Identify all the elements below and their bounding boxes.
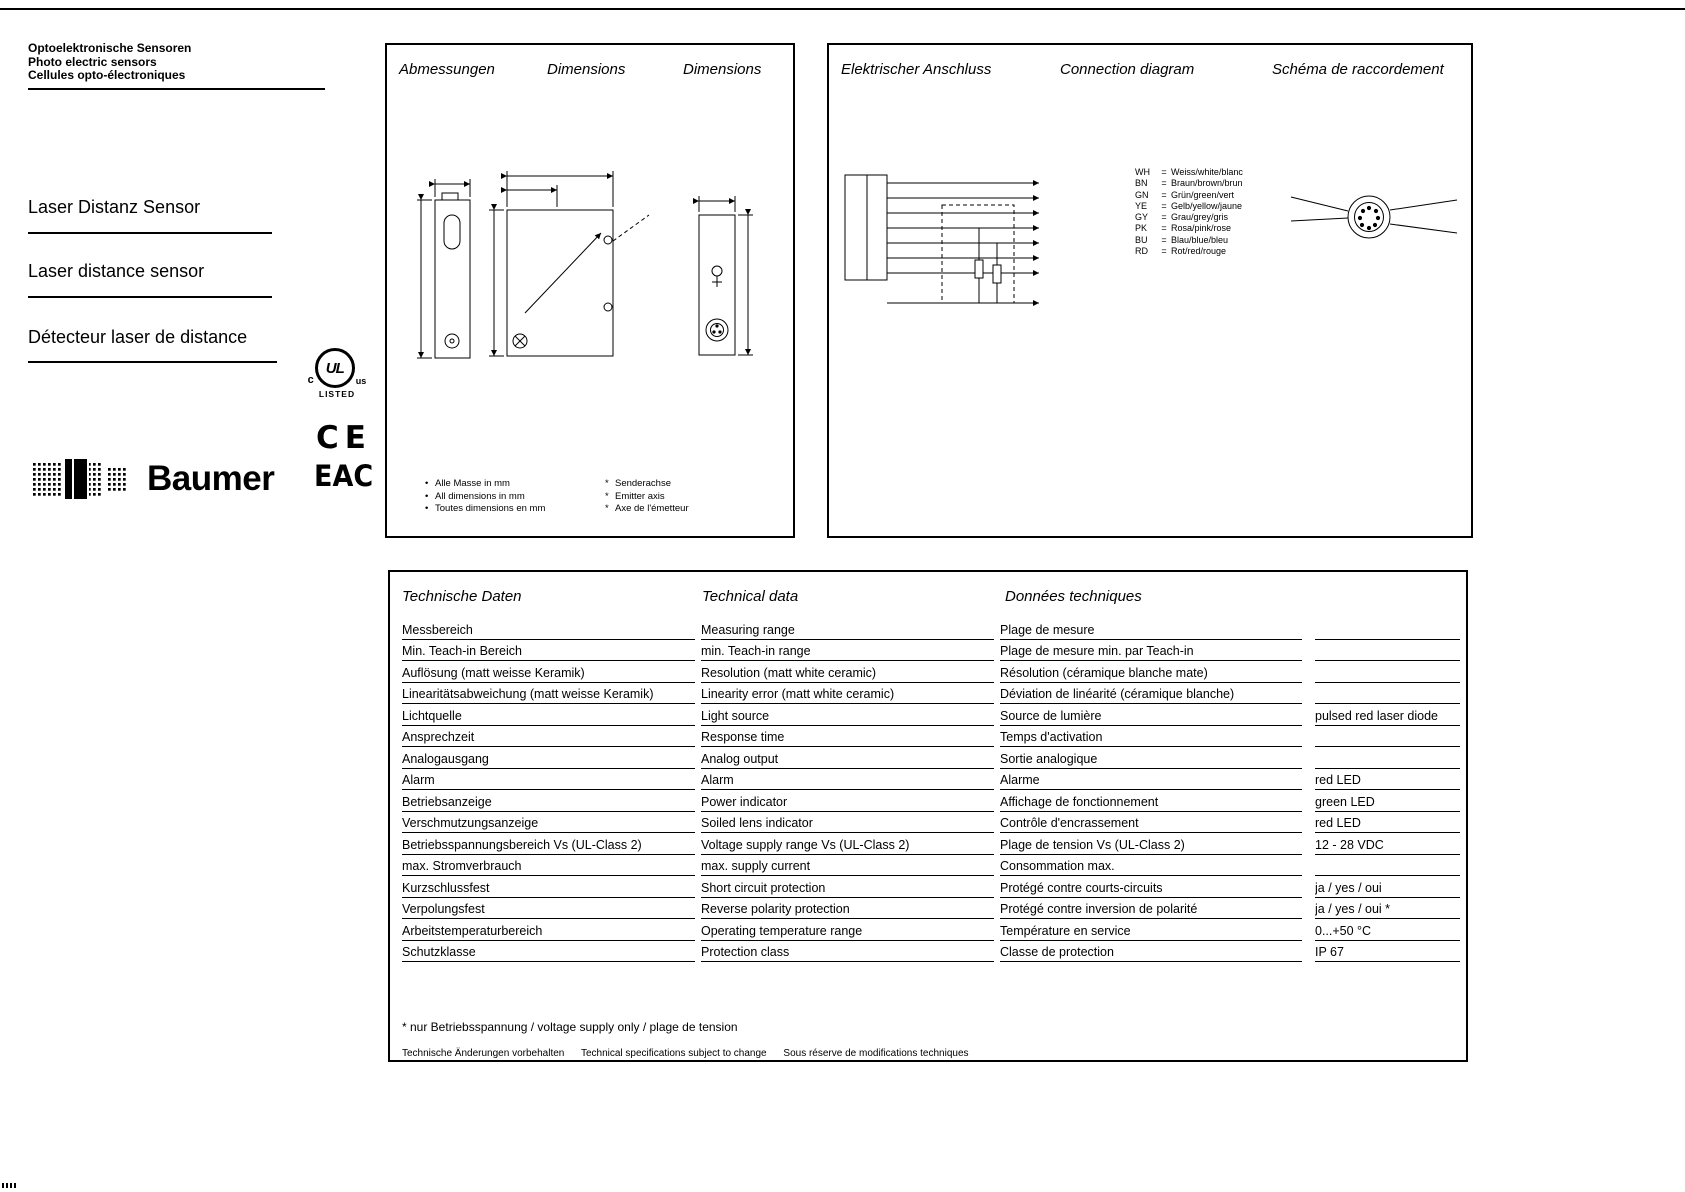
row-value: IP 67 (1315, 941, 1460, 963)
product-title-fr-rule (28, 361, 277, 363)
row-label-de: Alarm (402, 769, 695, 791)
row-label-fr: Protégé contre courts-circuits (1000, 876, 1302, 898)
row-label-fr: Résolution (céramique blanche mate) (1000, 661, 1302, 683)
dimension-drawing (387, 45, 793, 465)
table-row (402, 919, 1460, 941)
product-title-fr: Détecteur laser de distance (28, 327, 248, 347)
row-label-de: Arbeitstemperaturbereich (402, 919, 695, 941)
table-row (402, 898, 1460, 920)
row-label-fr: Consommation max. (1000, 855, 1302, 877)
masthead-rule (28, 88, 325, 90)
connector-face (1291, 196, 1457, 238)
row-label-de: Lichtquelle (402, 704, 695, 726)
table-row (402, 833, 1460, 855)
row-label-fr: Déviation de linéarité (céramique blanche) (1000, 683, 1302, 705)
wire-color-entry (1135, 223, 1243, 234)
legal-en: Technical specifications subject to change (580, 1048, 767, 1059)
row-label-de: Ansprechzeit (402, 726, 695, 748)
sensor-connector-view (699, 196, 753, 355)
ul-us-label: us (355, 376, 367, 386)
wire-code: GY (1135, 212, 1149, 223)
row-label-fr: Alarme (1000, 769, 1302, 791)
wire-code: BU (1135, 234, 1148, 245)
product-title-de-rule (28, 232, 272, 234)
wire-code: YE (1135, 200, 1148, 211)
row-value (1315, 661, 1460, 683)
row-label-fr: Contrôle d'encrassement (1000, 812, 1302, 834)
ul-listed-mark (306, 348, 368, 399)
wire-label: Grau/grey/gris (1171, 212, 1229, 223)
wire-separator: = (1161, 234, 1167, 245)
row-value: 0...+50 °C (1315, 919, 1460, 941)
row-label-en: Light source (701, 704, 994, 726)
connection-title-en: Connection diagram (1060, 61, 1195, 78)
row-label-fr: Protégé contre inversion de polarité (1000, 898, 1302, 920)
row-value: green LED (1315, 790, 1460, 812)
row-label-de: Analogausgang (402, 747, 695, 769)
row-label-fr: Plage de mesure (1000, 618, 1302, 640)
table-row (402, 790, 1460, 812)
row-value: ja / yes / oui (1315, 876, 1460, 898)
wire-separator: = (1161, 178, 1167, 189)
tech-footnote: * nur Betriebsspannung / voltage supply only / plage de tension (402, 1020, 738, 1034)
baumer-logo-icon (33, 458, 133, 500)
row-label-fr: Source de lumière (1000, 704, 1302, 726)
wire-color-entry (1135, 167, 1243, 178)
table-row (402, 618, 1460, 640)
wire-separator: = (1161, 200, 1167, 211)
row-label-en: Protection class (701, 941, 994, 963)
row-label-fr: Affichage de fonctionnement (1000, 790, 1302, 812)
technical-data-table (402, 618, 1460, 962)
wire-color-entry (1135, 190, 1243, 201)
table-row (402, 769, 1460, 791)
wire-code: PK (1135, 223, 1148, 234)
page-top-rule (0, 8, 1685, 10)
table-row (402, 683, 1460, 705)
tech-legal-line (402, 1048, 983, 1059)
dimension-notes-emitter-axis (605, 478, 689, 516)
masthead-line-fr: Cellules opto-électroniques (28, 68, 186, 82)
product-title-de: Laser Distanz Sensor (28, 197, 201, 217)
ul-c-label: c (307, 374, 314, 386)
wire-label: Weiss/white/blanc (1171, 167, 1243, 177)
ul-core-label: UL (325, 359, 344, 377)
table-row (402, 855, 1460, 877)
sensor-side-view (489, 171, 649, 356)
row-label-en: Reverse polarity protection (701, 898, 994, 920)
row-label-en: Power indicator (701, 790, 994, 812)
row-label-de: Verschmutzungsanzeige (402, 812, 695, 834)
table-row (402, 941, 1460, 963)
wire-label: Grün/green/vert (1171, 189, 1235, 200)
table-row (402, 812, 1460, 834)
connection-box (827, 43, 1473, 538)
note-line: * Senderachse (605, 478, 671, 489)
wire-separator: = (1161, 212, 1167, 223)
row-value (1315, 640, 1460, 662)
row-label-fr: Classe de protection (1000, 941, 1302, 963)
brand-name: Baumer (147, 459, 275, 498)
row-value: pulsed red laser diode (1315, 704, 1460, 726)
note-line: • All dimensions in mm (425, 490, 525, 502)
row-label-en: Analog output (701, 747, 994, 769)
page-corner-mark (2, 1183, 18, 1188)
wire-code: RD (1135, 246, 1148, 257)
row-value: red LED (1315, 812, 1460, 834)
connection-title-de: Elektrischer Anschluss (841, 61, 992, 78)
wiring-lines (887, 183, 1039, 303)
row-label-de: Verpolungsfest (402, 898, 695, 920)
eac-mark: EAC (314, 460, 374, 494)
sensor-body-symbol (845, 175, 887, 280)
product-title-en-rule (28, 296, 272, 298)
wire-color-entry (1135, 235, 1243, 246)
dimension-notes-metric (425, 478, 545, 516)
wire-separator: = (1161, 223, 1167, 234)
row-label-de: Auflösung (matt weisse Keramik) (402, 661, 695, 683)
ul-listed-label: LISTED (318, 389, 356, 399)
table-row (402, 704, 1460, 726)
wire-label: Rosa/pink/rose (1171, 223, 1232, 234)
row-label-en: min. Teach-in range (701, 640, 994, 662)
row-value: red LED (1315, 769, 1460, 791)
row-value (1315, 747, 1460, 769)
row-label-de: Kurzschlussfest (402, 876, 695, 898)
tech-title-de: Technische Daten (402, 588, 522, 605)
row-value (1315, 855, 1460, 877)
row-label-de: Linearitätsabweichung (matt weisse Keramik) (402, 683, 695, 705)
note-line: * Emitter axis (605, 490, 665, 502)
ce-mark: CE (316, 420, 372, 456)
dimensions-box (385, 43, 795, 538)
row-value (1315, 618, 1460, 640)
wire-color-entry (1135, 212, 1243, 223)
row-value: 12 - 28 VDC (1315, 833, 1460, 855)
masthead-line-en: Photo electric sensors (28, 54, 157, 69)
row-label-fr: Temps d'activation (1000, 726, 1302, 748)
row-label-de: Schutzklasse (402, 941, 695, 963)
table-row (402, 747, 1460, 769)
sensor-front-view (417, 179, 470, 358)
row-label-en: Measuring range (701, 618, 994, 640)
masthead (28, 42, 328, 83)
dimensions-title-fr: Dimensions (683, 61, 762, 78)
connection-title-fr: Schéma de raccordement (1272, 61, 1444, 78)
row-value (1315, 726, 1460, 748)
row-label-fr: Sortie analogique (1000, 747, 1302, 769)
note-line: • Toutes dimensions en mm (425, 503, 546, 514)
tech-title-fr: Données techniques (1005, 588, 1142, 605)
wire-color-entry (1135, 178, 1243, 189)
row-label-en: Short circuit protection (701, 876, 994, 898)
ul-circle-icon (315, 348, 355, 388)
row-label-en: Response time (701, 726, 994, 748)
wire-color-entry (1135, 246, 1243, 257)
row-value: ja / yes / oui * (1315, 898, 1460, 920)
note-line: * Axe de l'émetteur (605, 503, 689, 514)
product-title-en: Laser distance sensor (28, 261, 205, 281)
wire-label: Braun/brown/brun (1171, 178, 1243, 189)
wire-color-legend (1135, 167, 1243, 257)
tech-title-en: Technical data (702, 588, 799, 605)
dimensions-title-de: Abmessungen (399, 61, 495, 78)
row-label-de: Min. Teach-in Bereich (402, 640, 695, 662)
row-label-de: Betriebsspannungsbereich Vs (UL-Class 2) (402, 833, 695, 855)
row-label-en: Operating temperature range (701, 919, 994, 941)
wire-code: GN (1135, 189, 1149, 200)
row-label-de: Betriebsanzeige (402, 790, 695, 812)
note-line: • Alle Masse in mm (425, 478, 510, 489)
row-label-en: Resolution (matt white ceramic) (701, 661, 994, 683)
wire-separator: = (1161, 189, 1167, 200)
table-row (402, 726, 1460, 748)
row-label-en: Soiled lens indicator (701, 812, 994, 834)
wire-code: WH (1135, 167, 1150, 177)
wire-separator: = (1161, 246, 1167, 257)
dimensions-title-en: Dimensions (547, 61, 626, 78)
baumer-logo (33, 458, 274, 500)
wire-label: Blau/blue/bleu (1171, 234, 1229, 245)
table-row (402, 661, 1460, 683)
row-label-fr: Température en service (1000, 919, 1302, 941)
row-label-fr: Plage de tension Vs (UL-Class 2) (1000, 833, 1302, 855)
wire-separator: = (1161, 167, 1167, 177)
row-label-en: Voltage supply range Vs (UL-Class 2) (701, 833, 994, 855)
row-label-en: Alarm (701, 769, 994, 791)
row-label-fr: Plage de mesure min. par Teach-in (1000, 640, 1302, 662)
wire-color-entry (1135, 201, 1243, 212)
wire-code: BN (1135, 178, 1148, 189)
legal-de: Technische Änderungen vorbehalten (402, 1048, 565, 1059)
table-row (402, 876, 1460, 898)
legal-fr: Sous réserve de modifications techniques (783, 1048, 969, 1059)
masthead-line-de: Optoelektronische Sensoren (28, 41, 192, 55)
row-label-en: Linearity error (matt white ceramic) (701, 683, 994, 705)
row-label-de: max. Stromverbrauch (402, 855, 695, 877)
technical-data-box (388, 570, 1468, 1062)
wire-label: Gelb/yellow/jaune (1171, 200, 1243, 211)
row-value (1315, 683, 1460, 705)
wire-label: Rot/red/rouge (1171, 246, 1227, 257)
row-label-de: Messbereich (402, 618, 695, 640)
table-row (402, 640, 1460, 662)
row-label-en: max. supply current (701, 855, 994, 877)
